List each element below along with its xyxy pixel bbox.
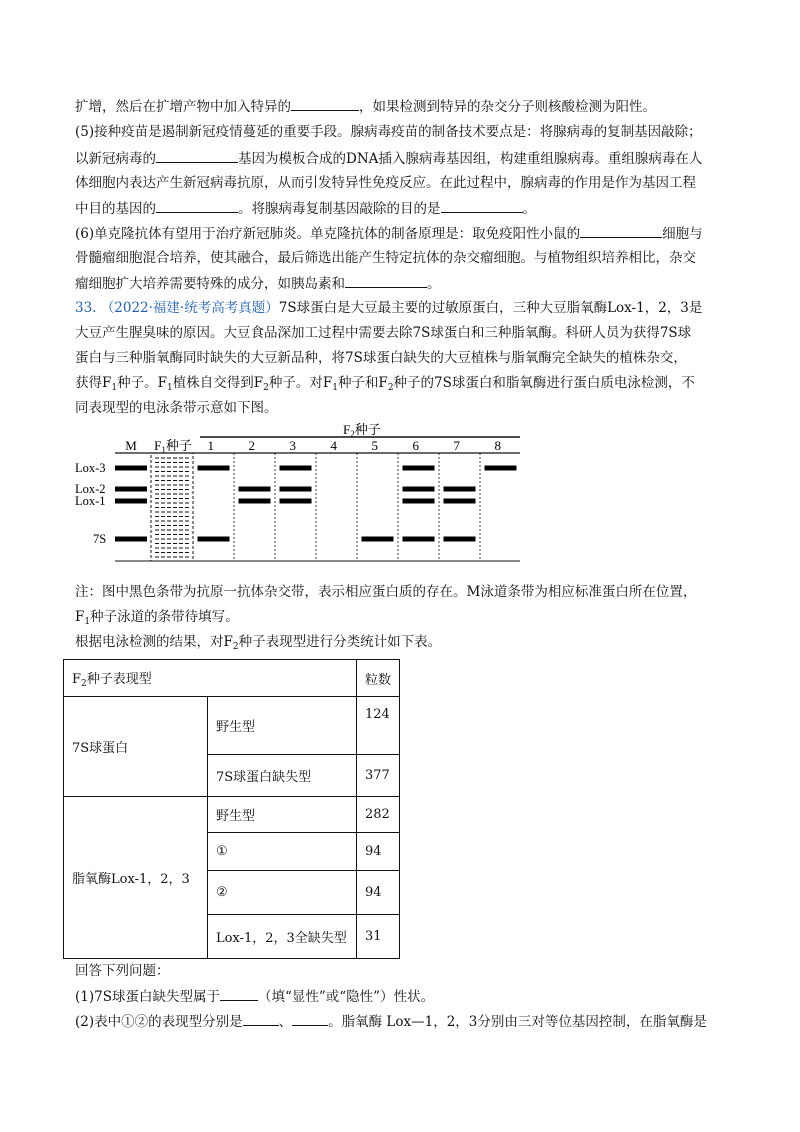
text: 种子泳道的条带待填写。: [90, 609, 239, 625]
text: 细胞与: [662, 226, 703, 242]
note-line: [75, 632, 441, 657]
text: 7S球蛋白是大豆最主要的过敏原蛋白，三种大豆脂氧酶Lox-1，2，3是: [278, 300, 703, 316]
band-3-Lox-3: [280, 466, 312, 471]
table-header-phenotype: $F_2$种子表现型: [64, 660, 357, 697]
text: （填“显性”或“隐性”）性状。: [257, 989, 435, 1005]
band-8-Lox-3: [485, 466, 517, 471]
text: 瘤细胞扩大培养需要特殊的成分，如胰岛素和: [75, 276, 345, 292]
text: 体细胞内表达产生新冠病毒抗原，从而引发特异性免疫反应。在此过程中，腺病毒的作用是作为基因工程: [75, 175, 696, 191]
row-label: Lox-1: [75, 494, 106, 508]
band-1-7S: [198, 537, 230, 542]
text-line: [75, 398, 278, 418]
text: 蛋白与三种脂氧酶同时缺失的大豆新品种，将7S球蛋白缺失的大豆植株与脂氧酶完全缺失的植株杂交，: [75, 350, 687, 366]
text-line: [75, 348, 687, 368]
text: 种子和F: [337, 375, 388, 391]
band-7-Lox-2: [444, 487, 476, 492]
band-5-7S: [362, 537, 394, 542]
text-line: [75, 1011, 707, 1032]
lane-label-1: 1: [207, 438, 214, 453]
table-cell-count: 124: [357, 697, 400, 755]
answer-blank: [220, 986, 258, 1001]
table-group-7s: 7S球蛋白: [64, 697, 208, 797]
text-line: [75, 248, 696, 268]
question-source-link[interactable]: （2022·福建·统考高考真题）: [100, 300, 279, 316]
lane-label-6: 6: [412, 438, 419, 453]
text: F: [75, 609, 85, 625]
answer-blank: [291, 96, 359, 111]
subscript: 2: [387, 383, 394, 393]
answer-blank: [156, 148, 238, 163]
band-7-Lox-1: [444, 499, 476, 504]
table-cell-type: 7S球蛋白缺失型: [208, 755, 357, 797]
text: 植株自交得到F: [172, 375, 264, 391]
text: (6)单克隆抗体有望用于治疗新冠肺炎。单克隆抗体的制备原理是：取免疫阳性小鼠的: [75, 226, 581, 242]
row-label: Lox-3: [75, 461, 106, 475]
text: 大豆产生腥臭味的原因。大豆食品深加工过程中需要去除7S球蛋白和三种脂氧酶。科研人员为获得7S球: [75, 325, 692, 341]
text: 中目的基因的: [75, 201, 156, 217]
text: 以新冠病毒的: [75, 151, 156, 167]
subscript: 1: [84, 617, 91, 627]
lane-label-5: 5: [371, 438, 378, 453]
text-line: [75, 323, 691, 343]
band-6-Lox-3: [403, 466, 435, 471]
text: 。: [427, 276, 441, 292]
text: 扩增，然后在扩增产物中加入特异的: [75, 99, 291, 115]
table-row: [64, 797, 400, 833]
table-row: [64, 697, 400, 755]
text-line: [75, 173, 696, 193]
lane-label-8: 8: [494, 438, 501, 453]
table-cell-count: 31: [357, 915, 400, 959]
text-line: [75, 273, 441, 294]
text: 种子。对F: [268, 375, 333, 391]
band-3-Lox-2: [280, 487, 312, 492]
text: 获得F: [75, 375, 112, 391]
table-cell-type: 野生型: [208, 697, 357, 755]
band-M-Lox-3: [115, 466, 147, 471]
lane-label-f1: $F_1$种子: [154, 438, 192, 455]
note-line: [75, 582, 696, 602]
text: 骨髓瘤细胞混合培养，使其融合，最后筛选出能产生特定抗体的杂交瘤细胞。与植物组织培养相比，杂交: [75, 250, 696, 266]
band-M-7S: [115, 537, 147, 542]
table-cell-count: 94: [357, 833, 400, 871]
table-cell-type: ②: [208, 871, 357, 915]
phenotype-table: [63, 659, 400, 959]
question-33-header: [75, 298, 702, 318]
table-header-count: 粒数: [357, 660, 400, 697]
question-number: 33.: [75, 300, 97, 316]
text: 种子表现型进行分类统计如下表。: [238, 634, 442, 650]
text-line: [75, 223, 703, 244]
text-line: [75, 148, 702, 169]
subscript: 2: [263, 383, 269, 393]
f1-lane-hatch: [155, 458, 189, 557]
band-2-Lox-1: [239, 499, 271, 504]
row-label: Lox-2: [75, 482, 106, 496]
band-M-Lox-1: [115, 499, 147, 504]
text: (2)表中①②的表现型分别是: [75, 1014, 243, 1030]
row-labels: [75, 461, 106, 546]
text: 同表现型的电泳条带示意如下图。: [75, 400, 278, 416]
answer-blank: [580, 223, 662, 238]
lane-dividers: [234, 453, 480, 561]
subscript: 1: [111, 383, 118, 393]
lane-label-7: 7: [453, 438, 460, 453]
text: ，如果检测到特异的杂交分子则核酸检测为阳性。: [359, 99, 656, 115]
lane-label-2: 2: [248, 438, 255, 453]
band-6-Lox-2: [403, 487, 435, 492]
text: 种子。F: [117, 375, 167, 391]
text: (5)接种疫苗是遏制新冠疫情蔓延的重要手段。腺病毒疫苗的制备技术要点是：将腺病毒的复制基因敲除；: [75, 124, 702, 140]
table-cell-count: 377: [357, 755, 400, 797]
text: 注：图中黑色条带为抗原一抗体杂交带，表示相应蛋白质的存在。M泳道条带为相应标准蛋白所在位置，: [75, 584, 697, 600]
text-line: [75, 122, 702, 142]
text: 、: [278, 1014, 293, 1030]
f2-lane-labels: [208, 438, 502, 453]
band-2-Lox-2: [239, 487, 271, 492]
answer-blank: [441, 198, 523, 213]
subscript: 1: [166, 383, 173, 393]
text-line: [75, 96, 656, 117]
note-line: [75, 607, 239, 632]
band-7-7S: [444, 537, 476, 542]
subscript: 2: [232, 642, 239, 652]
band-6-Lox-1: [403, 499, 435, 504]
subscript: 1: [332, 383, 338, 393]
table-cell-type: 野生型: [208, 797, 357, 833]
text: 基因为模板合成的DNA插入腺病毒基因组，构建重组腺病毒。重组腺病毒在人: [238, 151, 703, 167]
text: (1)7S球蛋白缺失型属于: [75, 989, 220, 1005]
text: 种子的7S球蛋白和脂氧酶进行蛋白质电泳检测，不: [393, 375, 695, 391]
table-group-lox: 脂氧酶Lox-1，2，3: [64, 797, 208, 959]
table-cell-count: 94: [357, 871, 400, 915]
lane-label-m: M: [125, 438, 137, 453]
text: 。脂氧酶 Lox—1，2，3分别由三对等位基因控制，在脂氧酶是: [328, 1014, 707, 1030]
lane-label-4: 4: [330, 438, 337, 453]
answer-blank: [156, 198, 238, 213]
electrophoresis-gel-figure: [75, 420, 535, 570]
text-line: [75, 986, 434, 1007]
lane-label-3: 3: [289, 438, 296, 453]
answer-blank: [292, 1011, 328, 1026]
text: 根据电泳检测的结果，对F: [75, 634, 233, 650]
band-6-7S: [403, 537, 435, 542]
band-1-Lox-3: [198, 466, 230, 471]
table-header-row: [64, 660, 400, 697]
band-3-Lox-1: [280, 499, 312, 504]
table-cell-type: Lox-1，2，3全缺失型: [208, 915, 357, 959]
row-label: 7S: [93, 532, 107, 546]
table-cell-count: 282: [357, 797, 400, 833]
answer-blank: [345, 273, 427, 288]
band-M-Lox-2: [115, 487, 147, 492]
text-line: [75, 198, 536, 219]
table-cell-type: ①: [208, 833, 357, 871]
text-line: [75, 961, 170, 981]
text: 回答下列问题：: [75, 963, 170, 979]
text: 。: [522, 201, 536, 217]
text-line: [75, 373, 695, 398]
text: 。将腺病毒复制基因敲除的目的是: [238, 201, 441, 217]
f2-header-label: $F_2$种子: [343, 422, 381, 439]
answer-blank: [243, 1011, 279, 1026]
